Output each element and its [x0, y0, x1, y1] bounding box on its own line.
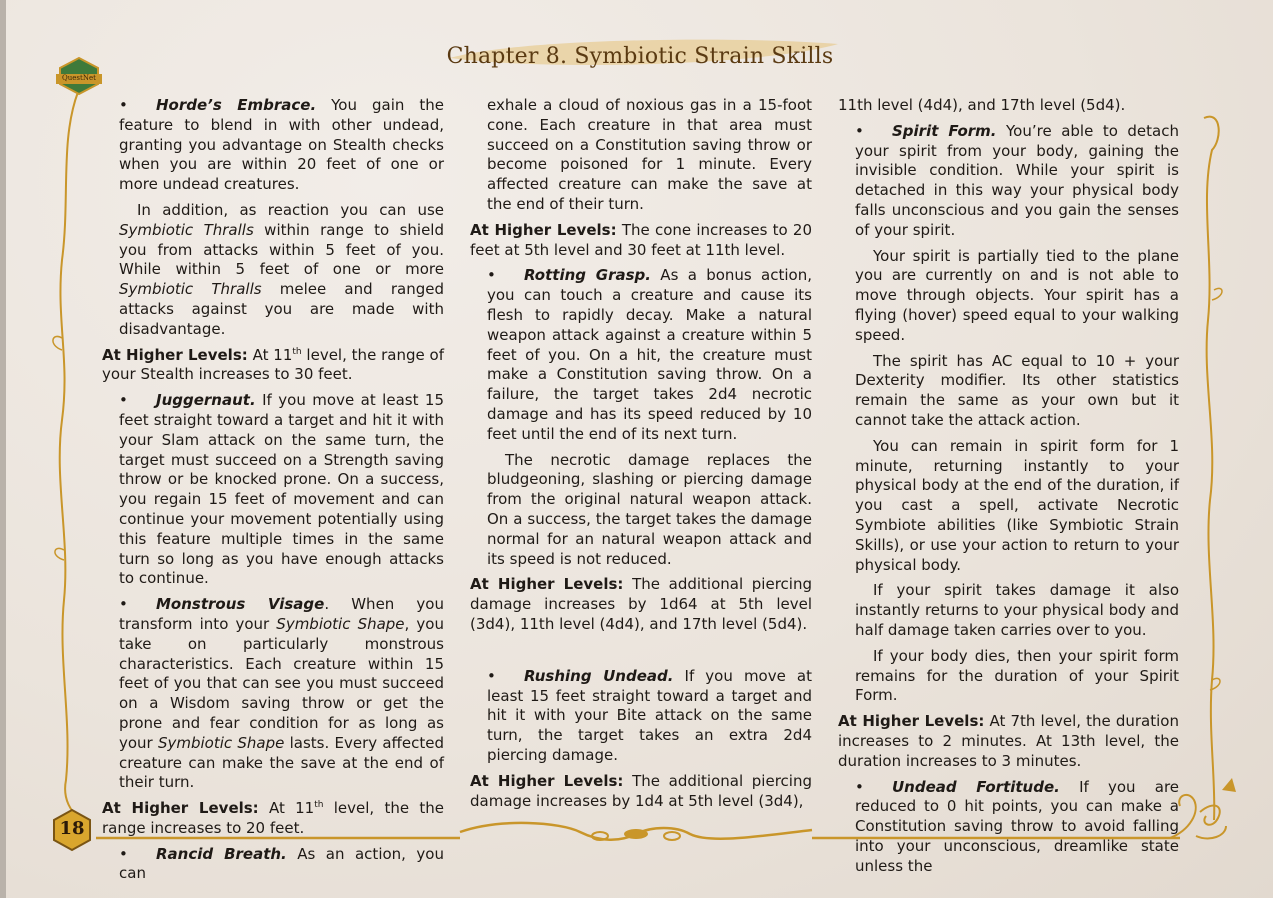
- logo-text: QuestNet: [62, 74, 96, 82]
- column-3: [838, 96, 1179, 882]
- higher-levels: At Higher Levels: At 11th level, the range of your Stealth increases to 30 feet.: [102, 345, 444, 384]
- paragraph: In addition, as reaction you can use Symbiotic Thralls within range to shield you from attacks within 5 feet of you. While within 5 feet of one or more Symbiotic Thralls melee and ranged attacks against you are made with disadvantage.: [119, 200, 444, 338]
- paragraph: The spirit has AC equal to 10 + your Dexterity modifier. Its other statistics remain the same as your own but it cannot take the attack action.: [855, 351, 1179, 429]
- feature-text: If you move at least 15 feet straight toward a target and hit it with your Slam attack on the same turn, the target must succeed on a Strength saving throw or be knocked prone. On a success, you regain 15 feet of movement and can continue your movement potentially using this feature multiple times in the same turn so long as you have enough attacks to continue.: [119, 391, 444, 588]
- feature-title: Rotting Grasp.: [524, 266, 651, 285]
- paragraph: exhale a cloud of noxious gas in a 15-foot cone. Each creature in that area must succeed on a Constitution saving throw or become poisoned for 1 minute. Every affected creature can make the save at the end of their turn.: [487, 96, 812, 213]
- higher-levels: At Higher Levels: At 7th level, the duration increases to 2 minutes. At 13th level, the duration increases to 3 minutes.: [838, 712, 1179, 770]
- feature-title: Spirit Form.: [892, 121, 997, 140]
- bullet: •: [487, 666, 496, 685]
- list-item: [102, 391, 444, 589]
- bullet: •: [119, 391, 128, 410]
- feature-title: Monstrous Visage: [156, 595, 325, 614]
- feature-text: As a bonus action, you can touch a creature and cause its flesh to rapidly decay. Make a natural weapon attack against a creature within 5 feet of you. On a hit, the creature must make a Constitution saving throw. On a failure, the target takes 2d4 necrotic damage and has its speed reduced by 10 feet until the end of its next turn.: [487, 266, 812, 443]
- higher-levels: At Higher Levels: The additional piercing damage increases by 1d64 at 5th level (3d4), 11th level (4d4), and 17th level (5d4).: [470, 575, 812, 633]
- bullet: •: [119, 844, 128, 863]
- left-vine-curl: [53, 336, 62, 350]
- bullet: •: [119, 96, 128, 114]
- feature-title: Rancid Breath.: [156, 844, 287, 863]
- feature-text: You gain the feature to blend in with other undead, granting you advantage on Stealth checks when you are within 20 feet of one or more undead creatures.: [119, 96, 444, 194]
- list-item: [102, 845, 444, 885]
- higher-levels: At Higher Levels: At 11th level, the the range increases to 20 feet.: [102, 799, 444, 837]
- bullet: •: [855, 777, 864, 796]
- feature-title: Rushing Undead.: [524, 666, 674, 685]
- page-number: 18: [59, 818, 85, 839]
- feature-title: Undead Fortitude.: [892, 777, 1060, 796]
- feature-text: You’re able to detach your spirit from your body, gaining the invisible condition. While your spirit is detached in this way your physical body falls unconscious and you gain the senses of your spirit.: [855, 121, 1179, 239]
- paragraph: 11th level (4d4), and 17th level (5d4).: [838, 96, 1126, 114]
- chapter-title-banner: [440, 38, 840, 76]
- list-item: [470, 667, 812, 766]
- bullet: •: [119, 595, 128, 614]
- paragraph: If your spirit takes damage it also instantly returns to your physical body and half damage taken carries over to you.: [855, 581, 1179, 639]
- bullet: •: [855, 121, 864, 140]
- left-vine: [60, 92, 80, 820]
- bottom-center-gem: [624, 829, 648, 839]
- column-2: [470, 96, 812, 817]
- left-vine-curl-2: [55, 548, 64, 560]
- paragraph: The necrotic damage replaces the bludgeoning, slashing or piercing damage from the original natural weapon attack. On a success, the target takes the damage normal for an natural weapon attack and its speed is not reduced.: [487, 450, 812, 568]
- paragraph: Your spirit is partially tied to the plane you are currently on and is not able to move through objects. Your spirit has a flying (hover) speed equal to your walking speed.: [855, 246, 1179, 344]
- higher-levels: At Higher Levels: The cone increases to 20 feet at 5th level and 30 feet at 11th level.: [470, 220, 812, 259]
- right-vine-curl: [1212, 288, 1222, 300]
- bullet: •: [487, 266, 496, 285]
- feature-text: If you move at least 15 feet straight toward a target and hit it with your Bite attack on the same turn, the target takes an extra 2d4 piercing damage.: [487, 666, 812, 764]
- list-item: [102, 96, 444, 195]
- feature-title: Horde’s Embrace.: [156, 96, 317, 114]
- right-vine: [1204, 117, 1219, 820]
- list-item: • Monstrous Visage. When you transform into your Symbiotic Shape, you take on particularly monstrous characteristics. Each creature within 15 feet of you that can see you must succeed on a Wisdom saving throw or get the prone and fear condition for as long as your Symbiotic Shape lasts. Every affected creature can make the save at the end of their turn.: [119, 595, 445, 792]
- paragraph: You can remain in spirit form for 1 minute, returning instantly to your physical body at the end of the duration, if you cast a spell, activate Necrotic Symbiote abilities (like Symbiotic Strain Skills), or use your action to return to your physical body.: [855, 436, 1179, 574]
- column-1: [102, 96, 444, 890]
- paragraph: If your body dies, then your spirit form remains for the duration of your Spirit Form.: [855, 646, 1179, 705]
- spacer: [470, 641, 812, 667]
- list-item: [838, 122, 1179, 241]
- list-item: [838, 778, 1179, 877]
- feature-title: Juggernaut.: [156, 391, 256, 410]
- feature-text: As an action, you can: [119, 844, 444, 883]
- chapter-title: Chapter 8. Symbiotic Strain Skills: [446, 44, 834, 69]
- feature-text: If you are reduced to 0 hit points, you can make a Constitution saving throw to avoid falling into your unconscious, dreamlike state unless the: [855, 777, 1180, 875]
- higher-levels: At Higher Levels: The additional piercing damage increases by 1d4 at 5th level (3d4),: [470, 771, 812, 810]
- list-item: [470, 266, 812, 444]
